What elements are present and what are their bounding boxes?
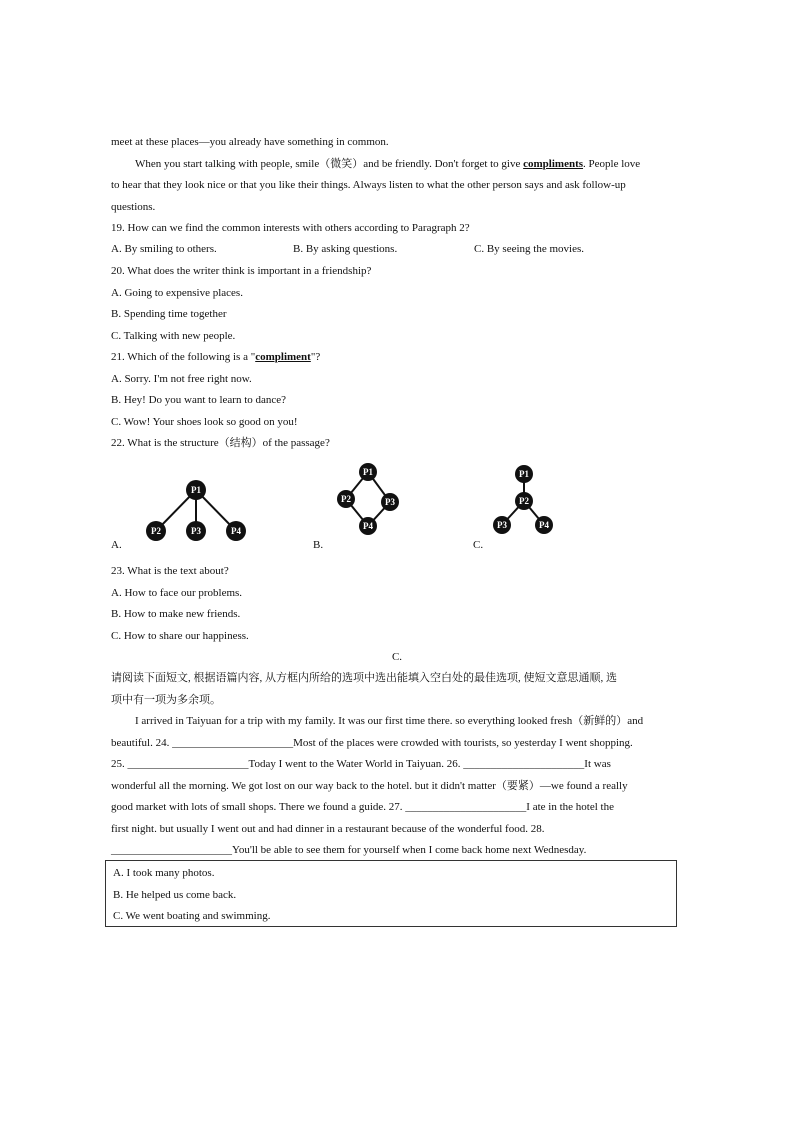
- diagram-node: [515, 492, 533, 510]
- structure-diagram-c: [488, 464, 558, 538]
- option-b[interactable]: B. Hey! Do you want to learn to dance?: [111, 394, 287, 406]
- question-20-stem: 20. What does the writer think is important in a friendship?: [111, 265, 372, 277]
- svg-text:P3: P3: [385, 497, 395, 507]
- svg-text:P2: P2: [151, 526, 161, 536]
- option-b[interactable]: B. How to make new friends.: [111, 608, 241, 620]
- question-23-stem: 23. What is the text about?: [111, 565, 229, 577]
- option-a[interactable]: A. By smiling to others.: [111, 243, 217, 255]
- question-21-stem: [111, 350, 320, 364]
- structure-diagram-b: [333, 462, 403, 538]
- options-box: [105, 860, 677, 927]
- passage-line: good market with lots of small shops. There we found a guide. 27. ______________________I ate in the hotel the: [111, 801, 614, 813]
- option-c[interactable]: C. How to share our happiness.: [111, 630, 249, 642]
- option-b[interactable]: B. Spending time together: [111, 308, 227, 320]
- passage-line: I arrived in Taiyuan for a trip with my family. It was our first time there. so everything looked fresh（新鲜的）and: [135, 715, 644, 727]
- option-a[interactable]: A. How to face our problems.: [111, 587, 243, 599]
- option-a[interactable]: A.: [111, 539, 122, 551]
- svg-text:P3: P3: [191, 526, 201, 536]
- diagram-node: [186, 521, 206, 541]
- question-22-stem: 22. What is the structure（结构）of the passage?: [111, 437, 330, 449]
- svg-text:P1: P1: [363, 467, 373, 477]
- diagram-node: [226, 521, 246, 541]
- passage-line: first night. but usually I went out and had dinner in a restaurant because of the wonderful food. 28.: [111, 823, 545, 835]
- option-b[interactable]: B. By asking questions.: [293, 243, 398, 255]
- diagram-node: [146, 521, 166, 541]
- option-c[interactable]: C. By seeing the movies.: [474, 243, 584, 255]
- svg-text:P2: P2: [341, 494, 351, 504]
- svg-text:P1: P1: [191, 485, 201, 495]
- diagram-node: [535, 516, 553, 534]
- svg-text:P1: P1: [519, 469, 529, 479]
- keyword-compliments: compliments: [523, 158, 584, 170]
- option-a[interactable]: A. Going to expensive places.: [111, 287, 243, 299]
- passage-line: 25. ______________________Today I went to the Water World in Taiyuan. 26. ______________________It was: [111, 758, 611, 770]
- section-instruction: 请阅读下面短文, 根据语篇内容, 从方框内所给的选项中选出能填入空白处的最佳选项, 使短文意思通顺, 选: [111, 672, 617, 684]
- box-option-c[interactable]: C. We went boating and swimming.: [113, 910, 271, 922]
- passage-text: . People love: [583, 158, 641, 170]
- option-b[interactable]: B.: [313, 539, 324, 551]
- svg-text:P3: P3: [497, 520, 507, 530]
- keyword-compliment: compliment: [255, 351, 311, 363]
- diagram-node: [359, 517, 377, 535]
- box-option-a[interactable]: A. I took many photos.: [113, 867, 215, 879]
- passage-line: questions.: [111, 201, 156, 213]
- option-c[interactable]: C.: [473, 539, 484, 551]
- svg-text:P2: P2: [519, 496, 529, 506]
- passage-line: beautiful. 24. ______________________Most of the places were crowded with tourists, so yesterday I went shopping.: [111, 737, 633, 749]
- diagram-node: [186, 480, 206, 500]
- option-a[interactable]: A. Sorry. I'm not free right now.: [111, 373, 252, 385]
- option-c[interactable]: C. Talking with new people.: [111, 330, 236, 342]
- option-c[interactable]: C. Wow! Your shoes look so good on you!: [111, 416, 298, 428]
- passage-line: to hear that they look nice or that you like their things. Always listen to what the other person says and ask follow-up: [111, 179, 626, 191]
- section-heading: C.: [391, 651, 403, 663]
- box-option-b[interactable]: B. He helped us come back.: [113, 889, 237, 901]
- svg-text:P4: P4: [539, 520, 549, 530]
- svg-text:P4: P4: [231, 526, 241, 536]
- passage-line: meet at these places—you already have something in common.: [111, 136, 389, 148]
- diagram-node: [493, 516, 511, 534]
- diagram-node: [337, 490, 355, 508]
- passage-line: ______________________You'll be able to see them for yourself when I come back home next Wednesday.: [111, 844, 587, 856]
- diagram-node: [381, 493, 399, 511]
- structure-diagram-a: [140, 478, 252, 548]
- stem-text: 21. Which of the following is a ": [111, 351, 256, 363]
- passage-line: wonderful all the morning. We got lost on our way back to the hotel. but it didn't matter（要紧）—we found a really: [111, 780, 628, 792]
- stem-text: "?: [310, 351, 321, 363]
- section-instruction: 项中有一项为多余项。: [111, 694, 221, 706]
- passage-text: When you start talking with people, smile（微笑）and be friendly. Don't forget to give: [135, 158, 524, 170]
- svg-text:P4: P4: [363, 521, 373, 531]
- passage-paragraph-3: [135, 157, 640, 171]
- question-19-stem: 19. How can we find the common interests with others according to Paragraph 2?: [111, 222, 470, 234]
- diagram-node: [515, 465, 533, 483]
- diagram-node: [359, 463, 377, 481]
